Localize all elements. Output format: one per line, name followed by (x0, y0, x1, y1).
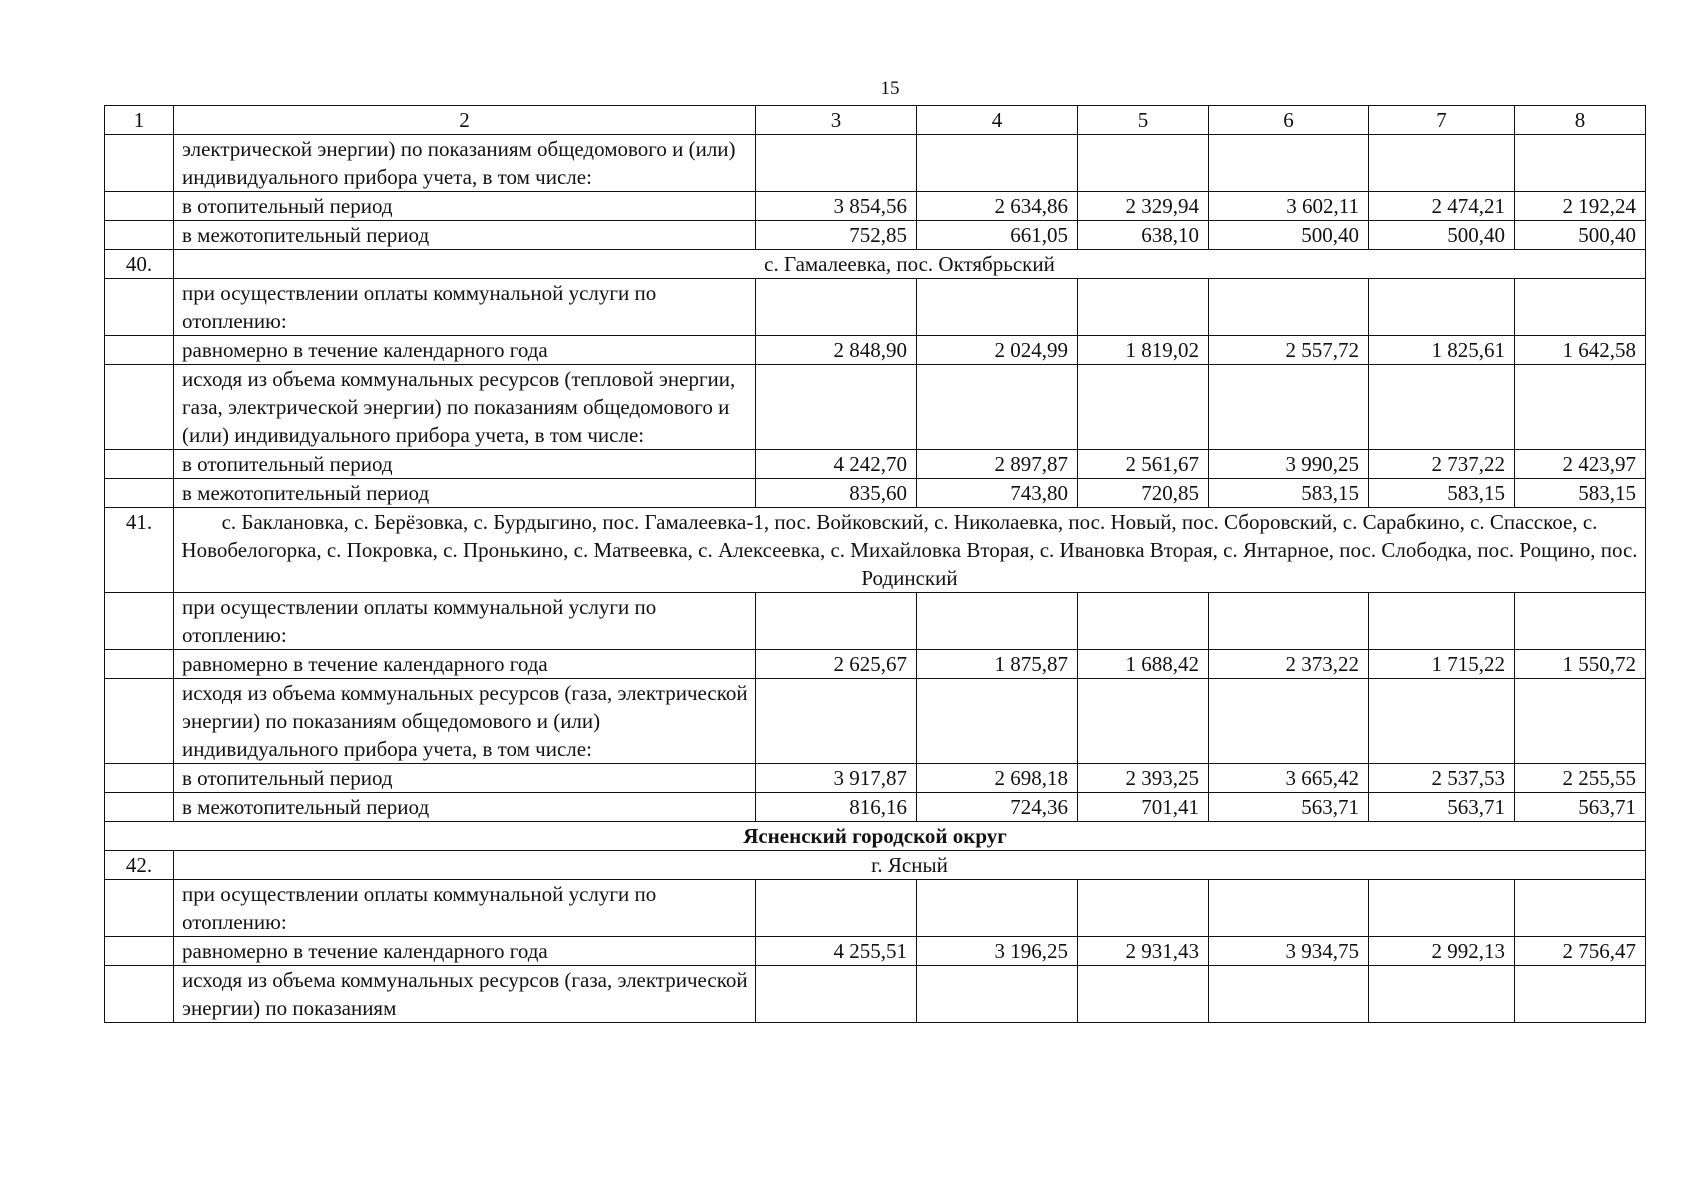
row-index-cell (105, 450, 174, 479)
value-cell: 2 423,97 (1515, 450, 1646, 479)
value-cell (1515, 593, 1646, 650)
value-cell: 2 625,67 (756, 650, 917, 679)
table-row (105, 336, 1646, 365)
value-cell: 2 561,67 (1078, 450, 1209, 479)
value-cell (1369, 593, 1515, 650)
value-cell: 2 848,90 (756, 336, 917, 365)
value-cell: 1 715,22 (1369, 650, 1515, 679)
value-cell: 2 474,21 (1369, 192, 1515, 221)
value-cell (1369, 279, 1515, 336)
location-row (105, 508, 1646, 593)
table-row (105, 650, 1646, 679)
value-cell: 563,71 (1515, 793, 1646, 822)
row-index-cell (105, 135, 174, 192)
row-description-cell: исходя из объема коммунальных ресурсов (тепловой энергии, газа, электрической энергии) по показаниям общедомового и (или) индивидуального прибора учета, в том числе: (174, 365, 756, 450)
value-cell: 661,05 (917, 221, 1078, 250)
table-row (105, 279, 1646, 336)
value-cell: 2 557,72 (1209, 336, 1369, 365)
value-cell: 583,15 (1515, 479, 1646, 508)
value-cell (1515, 966, 1646, 1023)
value-cell: 2 393,25 (1078, 764, 1209, 793)
value-cell (1369, 966, 1515, 1023)
row-description-cell: равномерно в течение календарного года (174, 937, 756, 966)
value-cell: 500,40 (1209, 221, 1369, 250)
row-index-cell (105, 650, 174, 679)
value-cell (917, 593, 1078, 650)
location-name-cell: с. Баклановка, с. Берёзовка, с. Бурдыгино, пос. Гамалеевка-1, пос. Войковский, с. Николаевка, пос. Новый, пос. Сборовский, с. Сарабкино, с. Спасское, с. Новобелогорка, с. Покровка, с. Пронькино, с. Матвеевка, с. Алексеевка, с. Михайловка Вторая, с. Ивановка Вторая, с. Янтарное, пос. Слободка, пос. Рощино, пос. Родинский (174, 508, 1646, 593)
header-cell: 4 (917, 106, 1078, 135)
value-cell: 2 756,47 (1515, 937, 1646, 966)
value-cell: 1 819,02 (1078, 336, 1209, 365)
value-cell (1078, 365, 1209, 450)
table-row (105, 937, 1646, 966)
value-cell: 3 196,25 (917, 937, 1078, 966)
header-cell: 8 (1515, 106, 1646, 135)
value-cell: 500,40 (1369, 221, 1515, 250)
value-cell: 583,15 (1209, 479, 1369, 508)
value-cell: 720,85 (1078, 479, 1209, 508)
value-cell (1515, 135, 1646, 192)
row-description-cell: исходя из объема коммунальных ресурсов (газа, электрической энергии) по показаниям (174, 966, 756, 1023)
row-description-cell: в отопительный период (174, 450, 756, 479)
row-index-cell (105, 880, 174, 937)
row-description-cell: в межотопительный период (174, 793, 756, 822)
row-index-cell (105, 192, 174, 221)
value-cell: 4 242,70 (756, 450, 917, 479)
value-cell (1515, 679, 1646, 764)
row-index-cell (105, 279, 174, 336)
value-cell: 1 642,58 (1515, 336, 1646, 365)
value-cell: 3 990,25 (1209, 450, 1369, 479)
table-row (105, 793, 1646, 822)
value-cell (1209, 279, 1369, 336)
value-cell (1209, 593, 1369, 650)
value-cell: 1 550,72 (1515, 650, 1646, 679)
row-index-cell (105, 479, 174, 508)
header-cell: 5 (1078, 106, 1209, 135)
location-name-cell: с. Гамалеевка, пос. Октябрьский (174, 250, 1646, 279)
row-description-cell: равномерно в течение календарного года (174, 336, 756, 365)
header-cell: 7 (1369, 106, 1515, 135)
row-description-cell: электрической энергии) по показаниям общедомового и (или) индивидуального прибора учета, в том числе: (174, 135, 756, 192)
value-cell (1078, 966, 1209, 1023)
value-cell (1369, 880, 1515, 937)
row-index-cell (105, 221, 174, 250)
row-index-cell (105, 937, 174, 966)
value-cell: 1 688,42 (1078, 650, 1209, 679)
location-row (105, 851, 1646, 880)
row-description-cell: при осуществлении оплаты коммунальной услуги по отоплению: (174, 279, 756, 336)
value-cell: 701,41 (1078, 793, 1209, 822)
value-cell (756, 365, 917, 450)
row-index-cell (105, 336, 174, 365)
value-cell: 583,15 (1369, 479, 1515, 508)
value-cell (1078, 279, 1209, 336)
value-cell (756, 279, 917, 336)
district-row (105, 822, 1646, 851)
value-cell: 3 917,87 (756, 764, 917, 793)
value-cell (1209, 880, 1369, 937)
value-cell: 638,10 (1078, 221, 1209, 250)
location-name-cell: г. Ясный (174, 851, 1646, 880)
value-cell (1078, 880, 1209, 937)
page-number: 15 (880, 78, 900, 99)
value-cell: 2 373,22 (1209, 650, 1369, 679)
value-cell (1369, 365, 1515, 450)
value-cell (917, 966, 1078, 1023)
table-body (105, 135, 1646, 1023)
value-cell (1209, 679, 1369, 764)
table-row (105, 593, 1646, 650)
value-cell (1515, 365, 1646, 450)
row-index-cell (105, 966, 174, 1023)
value-cell (756, 966, 917, 1023)
header-cell: 1 (105, 106, 174, 135)
value-cell: 2 255,55 (1515, 764, 1646, 793)
table-row (105, 679, 1646, 764)
value-cell (756, 880, 917, 937)
value-cell: 2 634,86 (917, 192, 1078, 221)
value-cell: 3 934,75 (1209, 937, 1369, 966)
value-cell: 2 737,22 (1369, 450, 1515, 479)
row-description-cell: в межотопительный период (174, 221, 756, 250)
value-cell (1209, 365, 1369, 450)
row-index-cell (105, 679, 174, 764)
value-cell (917, 279, 1078, 336)
value-cell (1515, 279, 1646, 336)
location-row (105, 250, 1646, 279)
value-cell: 2 931,43 (1078, 937, 1209, 966)
value-cell: 2 698,18 (917, 764, 1078, 793)
row-description-cell: в отопительный период (174, 764, 756, 793)
tariff-table (104, 105, 1646, 1023)
row-index-cell: 41. (105, 508, 174, 593)
district-name-cell: Ясненский городской округ (105, 822, 1646, 851)
header-cell: 3 (756, 106, 917, 135)
value-cell: 563,71 (1369, 793, 1515, 822)
value-cell (1078, 593, 1209, 650)
value-cell (1078, 679, 1209, 764)
value-cell: 724,36 (917, 793, 1078, 822)
value-cell: 1 875,87 (917, 650, 1078, 679)
value-cell (1078, 135, 1209, 192)
value-cell: 563,71 (1209, 793, 1369, 822)
value-cell: 3 602,11 (1209, 192, 1369, 221)
table-row (105, 450, 1646, 479)
value-cell (917, 365, 1078, 450)
row-description-cell: равномерно в течение календарного года (174, 650, 756, 679)
row-index-cell (105, 365, 174, 450)
row-index-cell (105, 593, 174, 650)
value-cell (917, 679, 1078, 764)
value-cell: 2 024,99 (917, 336, 1078, 365)
value-cell (917, 880, 1078, 937)
table-row (105, 880, 1646, 937)
value-cell (1515, 880, 1646, 937)
table-row (105, 479, 1646, 508)
table-row (105, 192, 1646, 221)
value-cell: 1 825,61 (1369, 336, 1515, 365)
row-index-cell: 42. (105, 851, 174, 880)
table-row (105, 966, 1646, 1023)
value-cell: 835,60 (756, 479, 917, 508)
row-index-cell (105, 793, 174, 822)
row-description-cell: при осуществлении оплаты коммунальной услуги по отоплению: (174, 880, 756, 937)
value-cell: 500,40 (1515, 221, 1646, 250)
value-cell (1209, 135, 1369, 192)
header-cell: 6 (1209, 106, 1369, 135)
row-description-cell: исходя из объема коммунальных ресурсов (газа, электрической энергии) по показаниям общедомового и (или) индивидуального прибора учета, в том числе: (174, 679, 756, 764)
row-description-cell: в отопительный период (174, 192, 756, 221)
value-cell: 2 992,13 (1369, 937, 1515, 966)
value-cell: 2 897,87 (917, 450, 1078, 479)
value-cell (756, 135, 917, 192)
value-cell: 4 255,51 (756, 937, 917, 966)
value-cell (1369, 135, 1515, 192)
row-description-cell: при осуществлении оплаты коммунальной услуги по отоплению: (174, 593, 756, 650)
value-cell (917, 135, 1078, 192)
header-cell: 2 (174, 106, 756, 135)
header-row (105, 106, 1646, 135)
row-description-cell: в межотопительный период (174, 479, 756, 508)
value-cell (756, 679, 917, 764)
value-cell (1369, 679, 1515, 764)
value-cell: 3 665,42 (1209, 764, 1369, 793)
row-index-cell (105, 764, 174, 793)
row-index-cell: 40. (105, 250, 174, 279)
value-cell (756, 593, 917, 650)
value-cell: 2 192,24 (1515, 192, 1646, 221)
table-row (105, 365, 1646, 450)
table-row (105, 135, 1646, 192)
value-cell (1209, 966, 1369, 1023)
value-cell: 743,80 (917, 479, 1078, 508)
value-cell: 816,16 (756, 793, 917, 822)
table-row (105, 221, 1646, 250)
value-cell: 3 854,56 (756, 192, 917, 221)
value-cell: 2 537,53 (1369, 764, 1515, 793)
table-row (105, 764, 1646, 793)
value-cell: 752,85 (756, 221, 917, 250)
value-cell: 2 329,94 (1078, 192, 1209, 221)
